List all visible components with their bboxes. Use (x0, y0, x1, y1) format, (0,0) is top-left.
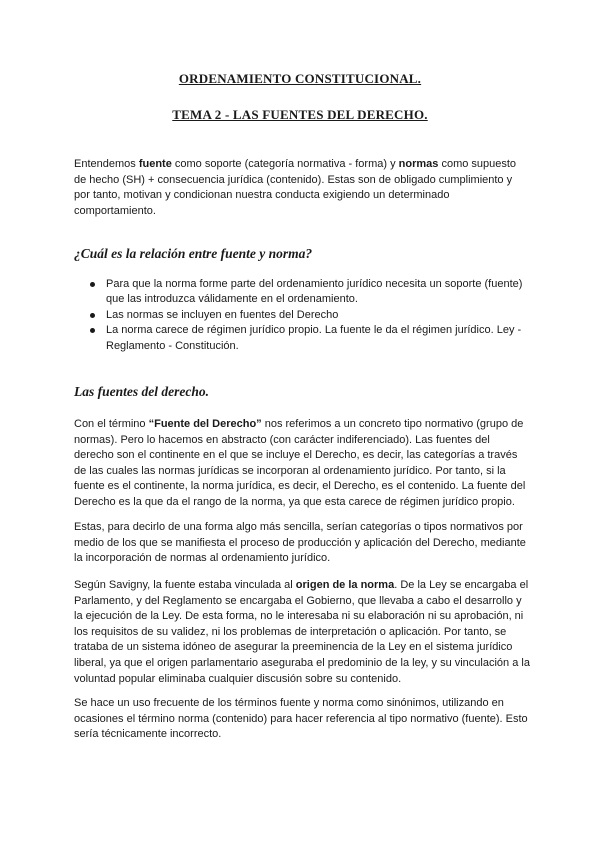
document-title: ORDENAMIENTO CONSTITUCIONAL. (178, 71, 422, 86)
section-heading-relation: ¿Cuál es la relación entre fuente y norma? (74, 246, 313, 261)
sources-paragraph-1: Con el término “Fuente del Derecho” nos referimos a un concreto tipo normativo (grupo de normas). Pero lo hacemos en abstracto (con carácter indiferenciado). Las fuentes del derecho son el continente en el que se incluye el Derecho, es decir, las categorías a través de las cuales las normas jurídicas se incorporan al ordenamiento jurídico. Por tanto, si la fuente es el continente, la norma jurídica, es decir, el Derecho, es el contenido. La fuente del Derecho es la que da el rango de la norma, ya que esta carece de régimen jurídico propio. (74, 418, 526, 508)
sources-paragraph-2: Estas, para decirlo de una forma algo más sencilla, serían categorías o tipos normativos por medio de los que se manifiesta el proceso de producción y aplicación del Derecho, mediante la incorporación de normas al ordenamiento jurídico. (74, 521, 526, 565)
sources-paragraph-4: Se hace un uso frecuente de los términos fuente y norma como sinónimos, utilizando en ocasiones el término norma (contenido) para hacer referencia al tipo normativo (fuente). Esto sería técnicamente incorrecto. (74, 697, 528, 741)
bullet-icon (90, 313, 95, 318)
intro-paragraph: Entendemos fuente como soporte (categoría normativa - forma) y normas como supuesto de hecho (SH) + consecuencia jurídica (contenido). Estas son de obligado cumplimiento y por tanto, motivan y condicionan nuestra conducta exigiendo un determinado comportamiento. (74, 158, 517, 217)
bullet-list (74, 277, 534, 354)
list-item: La norma carece de régimen jurídico propio. La fuente le da el régimen jurídico. Ley - Reglamento - Constitución. (74, 323, 534, 354)
sources-paragraph-3: Según Savigny, la fuente estaba vinculada al origen de la norma. De la Ley se encargaba el Parlamento, y del Reglamento se encargaba el Gobierno, que llevaba a cabo el desarrollo y la ejecución de la Ley. De esta forma, no le interesaba ni su elaboración ni su aprobación, ni los requisitos de su validez, ni los problemas de interpretación o aplicación. Por tanto, se trataba de un sistema idóneo de asegurar la preeminencia de la Ley en el sistema jurídico liberal, ya que el origen parlamentario aseguraba el predominio de la ley, y su vinculación a la voluntad popular eliminaba cualquier discusión sobre su contenido. (74, 579, 530, 685)
section-heading-sources: Las fuentes del derecho. (74, 384, 209, 399)
topic-title: TEMA 2 - LAS FUENTES DEL DERECHO. (172, 107, 428, 122)
list-item: Las normas se incluyen en fuentes del Derecho (74, 308, 534, 323)
bullet-icon (90, 282, 95, 287)
bullet-icon (90, 328, 95, 333)
list-item: Para que la norma forme parte del ordenamiento jurídico necesita un soporte (fuente) que las introduzca válidamente en el ordenamiento. (74, 277, 534, 308)
